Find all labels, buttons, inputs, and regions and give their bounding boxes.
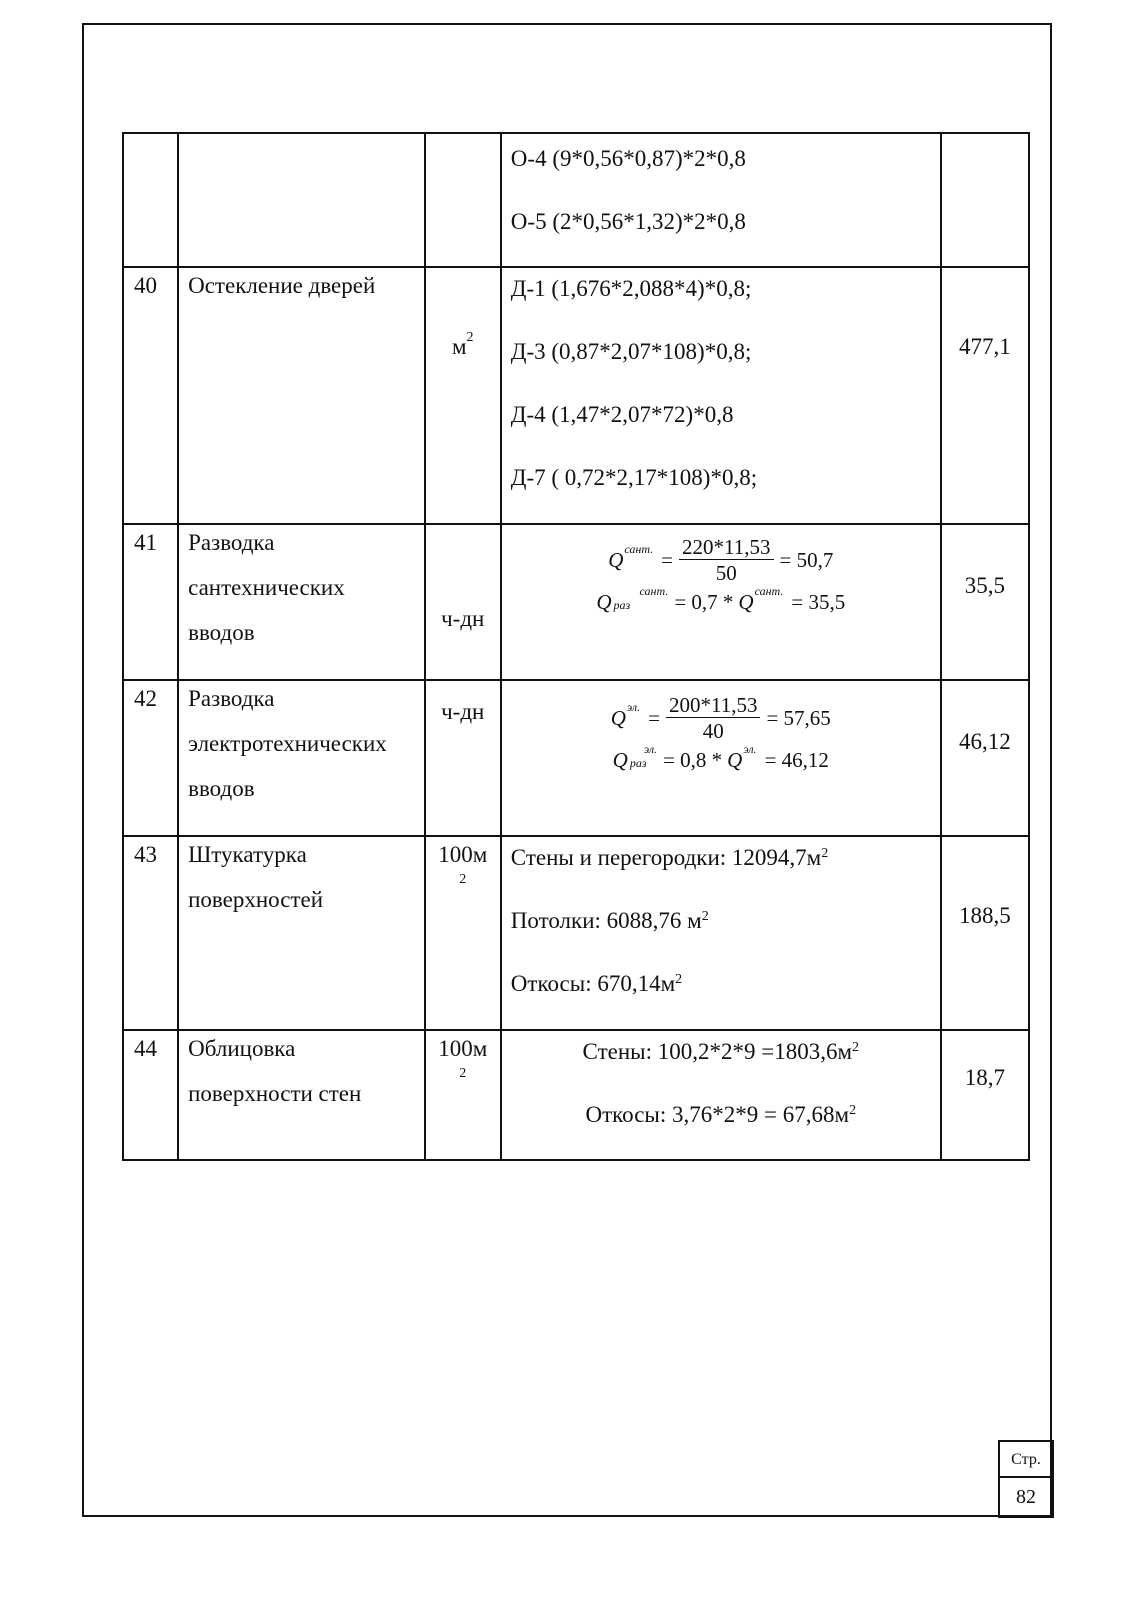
formula-numerator: 220*11,53	[679, 535, 773, 560]
formula-cell	[501, 524, 941, 680]
page-stamp	[998, 1440, 1054, 1518]
formula-numerator: 200*11,53	[666, 693, 760, 718]
calc-line-text: Стены: 100,2*2*9 =1803,6м	[582, 1039, 853, 1064]
formula-line-2	[502, 741, 940, 774]
total-value: 477,1	[959, 334, 1011, 359]
work-name	[178, 524, 425, 680]
formula-q: Q	[596, 589, 612, 614]
calc-line-sup: 2	[821, 846, 829, 861]
formula-equals: =	[648, 706, 660, 730]
table-row	[123, 680, 1029, 836]
unit-superscript: 2	[459, 872, 467, 887]
formula-q: Q	[608, 548, 624, 572]
calc-line: Д-7 ( 0,72*2,17*108)*0,8;	[510, 465, 758, 490]
work-name-line: вводов	[188, 620, 255, 645]
total-cell	[941, 680, 1029, 836]
formula-q-sup: сант.	[639, 584, 669, 598]
formula-cell	[501, 680, 941, 836]
unit-cell	[425, 524, 501, 680]
total-cell	[941, 524, 1029, 680]
unit-superscript: 2	[459, 1066, 467, 1081]
work-name	[178, 133, 425, 267]
row-number	[123, 133, 178, 267]
formula-mid: = 0,7 *	[674, 589, 734, 614]
formula-q-sup: сант.	[624, 542, 654, 556]
row-number: 44	[123, 1030, 178, 1160]
table-row	[123, 524, 1029, 680]
work-name-line: сантехнических	[188, 575, 345, 600]
formula-fraction	[666, 693, 760, 744]
work-name-line: поверхности стен	[188, 1081, 362, 1106]
row-number: 42	[123, 680, 178, 836]
calc-cell	[501, 836, 941, 1030]
unit-cell	[425, 836, 501, 1030]
unit-cell	[425, 133, 501, 267]
calc-cell	[501, 1030, 941, 1160]
formula-result: = 35,5	[791, 589, 846, 614]
calc-line: Д-1 (1,676*2,088*4)*0,8;	[510, 276, 752, 301]
table-row	[123, 133, 1029, 267]
calc-line: Д-4 (1,47*2,07*72)*0,8	[510, 402, 734, 427]
formula-santeh	[502, 535, 940, 616]
formula-line-2	[502, 583, 940, 616]
formula-line-1	[502, 535, 940, 586]
formula-q: Q	[738, 589, 754, 614]
work-name-line: электротехнических	[188, 731, 387, 756]
unit-cell	[425, 680, 501, 836]
works-table	[122, 132, 1030, 1161]
formula-q-sup: эл.	[626, 700, 641, 714]
calc-line-text: Откосы: 3,76*2*9 = 67,68м	[585, 1102, 850, 1127]
calc-cell	[501, 267, 941, 524]
formula-q-supsub	[614, 584, 669, 612]
total-value: 188,5	[959, 903, 1011, 928]
work-name	[178, 836, 425, 1030]
page-label: Стр.	[998, 1440, 1054, 1478]
calc-line	[511, 839, 940, 902]
table-row	[123, 1030, 1029, 1160]
calc-line-sup: 2	[701, 909, 709, 924]
formula-q-sup: эл.	[743, 741, 757, 756]
formula-q: Q	[727, 747, 743, 772]
total-value: 46,12	[959, 729, 1011, 754]
total-cell	[941, 267, 1029, 524]
work-name-line: Разводка	[188, 686, 275, 711]
work-name-line: вводов	[188, 776, 255, 801]
formula-result: = 46,12	[764, 747, 829, 772]
formula-denominator: 40	[702, 719, 724, 743]
work-name-line: Штукатурка	[188, 842, 307, 867]
unit-text: ч-дн	[441, 606, 485, 631]
formula-result: = 57,65	[766, 706, 831, 730]
formula-result: = 50,7	[779, 548, 834, 572]
total-value: 18,7	[964, 1065, 1005, 1090]
unit-text: м	[451, 334, 467, 359]
work-name-line: поверхностей	[188, 887, 324, 912]
calc-line-sup: 2	[852, 1040, 860, 1055]
calc-line	[511, 965, 940, 1028]
calc-line-sup: 2	[849, 1103, 857, 1118]
calc-line-text: Стены и перегородки: 12094,7м	[510, 845, 822, 870]
calc-line	[502, 1096, 940, 1159]
work-name-line: Облицовка	[188, 1036, 296, 1061]
formula-q: Q	[610, 706, 626, 730]
formula-q-sup: сант.	[754, 583, 784, 598]
table-row	[123, 836, 1029, 1030]
formula-q-supsub	[630, 742, 657, 770]
calc-line	[502, 1033, 940, 1096]
work-name-line: Остекление дверей	[188, 273, 376, 298]
calc-cell	[501, 133, 941, 267]
formula-denominator: 50	[715, 561, 737, 585]
formula-electro	[502, 693, 940, 774]
calc-line-text: Откосы: 670,14м	[510, 971, 676, 996]
formula-q: Q	[612, 747, 628, 772]
calc-line-sup: 2	[675, 972, 683, 987]
calc-line-text: Потолки: 6088,76 м	[510, 908, 702, 933]
row-number: 43	[123, 836, 178, 1030]
calc-line	[511, 902, 940, 965]
unit-superscript: 2	[466, 330, 474, 345]
total-cell	[941, 1030, 1029, 1160]
calc-line: О-5 (2*0,56*1,32)*2*0,8	[510, 209, 746, 234]
page-number: 82	[998, 1478, 1054, 1518]
work-name-line: Разводка	[188, 530, 275, 555]
row-number: 40	[123, 267, 178, 524]
unit-text: 100м	[438, 842, 488, 867]
formula-line-1	[502, 693, 940, 744]
unit-cell	[425, 1030, 501, 1160]
work-name	[178, 1030, 425, 1160]
calc-line: Д-3 (0,87*2,07*108)*0,8;	[510, 339, 752, 364]
row-number: 41	[123, 524, 178, 680]
work-name	[178, 267, 425, 524]
formula-fraction	[679, 535, 773, 586]
unit-text: 100м	[438, 1036, 488, 1061]
formula-q-sup: эл.	[643, 742, 658, 756]
total-value: 35,5	[964, 573, 1005, 598]
calc-line: О-4 (9*0,56*0,87)*2*0,8	[510, 146, 746, 171]
formula-q-sub: раз	[629, 756, 647, 770]
unit-text: ч-дн	[441, 699, 485, 724]
formula-equals: =	[661, 548, 674, 572]
table-row	[123, 267, 1029, 524]
total-cell	[941, 836, 1029, 1030]
formula-mid: = 0,8 *	[663, 747, 723, 772]
formula-q-sub: раз	[613, 598, 631, 612]
total-cell	[941, 133, 1029, 267]
unit-cell	[425, 267, 501, 524]
work-name	[178, 680, 425, 836]
